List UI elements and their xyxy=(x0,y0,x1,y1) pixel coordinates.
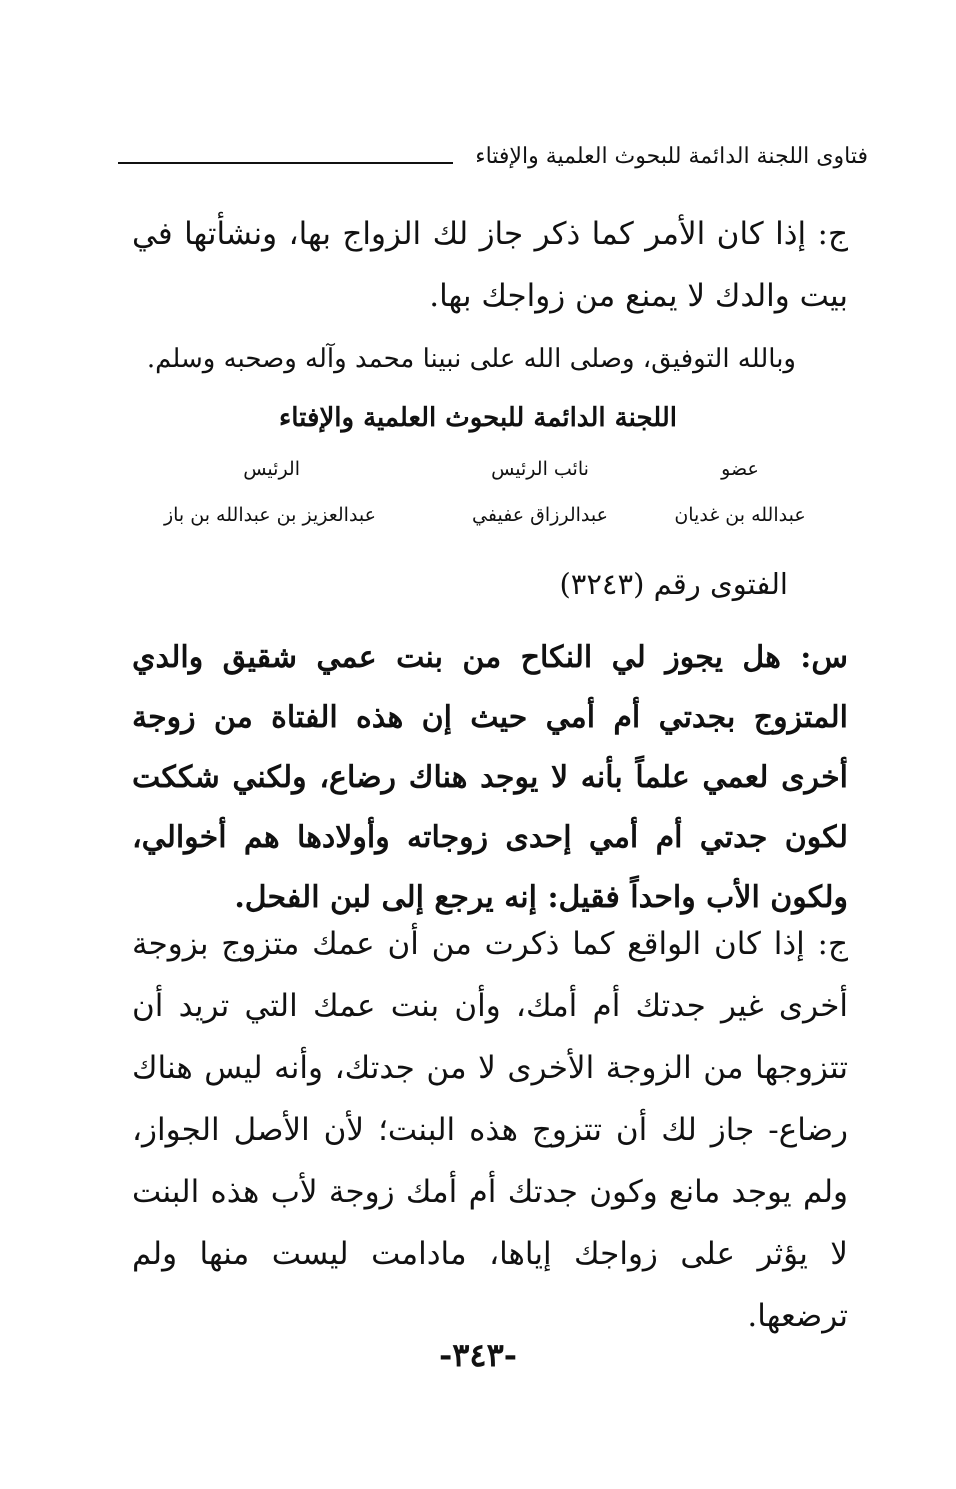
fatwa-number: الفتوى رقم (٣٢٤٣) xyxy=(559,567,788,601)
signature-name: عبدالعزيز بن عبدالله بن باز xyxy=(163,504,377,526)
signature-name: عبدالله بن غديان xyxy=(674,504,806,526)
answer-paragraph-2: ج: إذا كان الواقع كما ذكرت من أن عمك متزوج بزوجة أخرى غير جدتك أم أمك، وأن بنت عمك التي تريد أن تتزوجها من الزوجة الأخرى لا من جدتك، وأنه ليس هناك رضاع- جاز لك أن تتزوج هذه البنت؛ لأن الأصل الجواز، ولم يوجد مانع وكون جدتك أم أمك زوجة لأب هذه البنت لا يؤثر على زواجك إياها، مادامت ليست منها ولم ترضعها. xyxy=(132,926,848,1334)
committee-title: اللجنة الدائمة للبحوث العلمية والإفتاء xyxy=(279,403,677,433)
signature-role: نائب الرئيس xyxy=(491,458,589,480)
question-paragraph: س: هل يجوز لي النكاح من بنت عمي شقيق والدي المتزوج بجدتي أم أمي حيث إن هذه الفتاة من زوجة أخرى لعمي علماً بأنه لا يوجد هناك رضاع، ولكني شككت لكون جدتي أم أمي إحدى زوجاته وأولادها هم أخوالي، ولكون الأب واحداً فقيل: إنه يرجع إلى لبن الفحل. xyxy=(132,640,848,915)
page-number: -٣٤٣- xyxy=(438,1336,518,1374)
signature-member xyxy=(660,450,820,534)
signature-name: عبدالرزاق عفيفي xyxy=(472,504,608,526)
running-header xyxy=(118,138,868,182)
header-rule xyxy=(118,162,453,164)
signature-role: عضو xyxy=(721,458,759,480)
signature-role: الرئيس xyxy=(243,458,300,480)
closing-line: وبالله التوفيق، وصلى الله على نبينا محمد وآله وصحبه وسلم. xyxy=(146,344,796,374)
signature-head xyxy=(150,450,390,534)
header-title: فتاوى اللجنة الدائمة للبحوث العلمية والإفتاء xyxy=(475,144,868,169)
answer-paragraph-1: ج: إذا كان الأمر كما ذكر جاز لك الزواج بها، ونشأتها في بيت والدك لا يمنع من زواجك بها. xyxy=(132,216,848,314)
signature-deputy xyxy=(440,450,640,534)
